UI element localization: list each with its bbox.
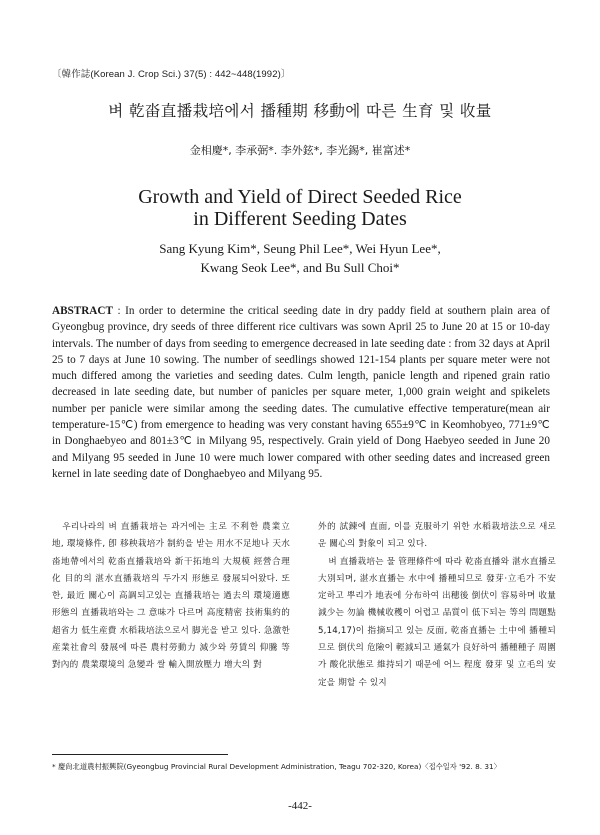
abstract-label: ABSTRACT <box>52 305 113 317</box>
body-paragraph: 벼 直播栽培는 물 管理條件에 따라 乾畓直播와 湛水直播로 大別되며, 湛水直播는 水中에 播種되므로 發芽·立毛가 不安定하고 뿌리가 地表에 分布하여 出穗後 倒伏이 容易하며 收量減少는 勿論 機械收穫이 어렵고 品質이 低下되는 等의 問題點5,14,17)이 指摘되고 있는 反面, 乾畓直播는 土中에 播種되므로 倒伏의 危險이 輕減되고 通氣가 良好하여 播種種子 周圍가 酸化狀態로 維持되기 때문에 어느 程度 發芽 및 立毛의 安定을 期할 수 있지 <box>318 556 556 688</box>
body-paragraph: 우리나라의 벼 直播栽培는 과거에는 主로 不利한 農業立地, 環境條件, 卽 移秧栽培가 制約을 받는 用水不足地나 天水畓地帶에서의 乾畓直播栽培와 新干拓地의 大規模 經營合理化 目的의 湛水直播栽培의 두가지 形態로 發展되어왔다. 또한, 最近 關心이 高調되고있는 直播栽培는 過去의 環境適應形態의 直播栽培와는 그 意味가 다르며 高度精密 技術集約的 超省力 低生産費 水稻栽培法으로서 脚光을 받고 있다. 急激한 産業社會의 發展에 따른 農村勞動力 減少와 勞賃의 仰騰 等 對內的 農業環境의 急變과 쌀 輸入開放壓力 增大의 對 <box>52 522 290 671</box>
english-title <box>0 186 600 230</box>
abstract-text: : In order to determine the critical seeding date in dry paddy field at southern plain area of Gyeongbug province, dry seeds of three different rice cultivars was sown April 25 to June 20 at 15 or 10-day intervals. The number of days from seeding to emergence decreased in late seeding date : from 32 days at April 25 to 7 days at June 10 sowing. The number of seedlings showed 121-154 plants per square meter were not much differed among the varieties and seeding dates. Culm length, panicle length and ripened grain ratio decreased in late seeding date, but number of panicles per square meter, 1,000 grain weight and spikelets number per panicle were similar among the seeding dates. The cumulative effective temperature(mean air temperature-15℃) from emergence to heading was very constant having 655±9℃ in Keomhobyeo, 771±9℃ in Donghaebyeo and 801±3℃ in Milyang 95, respectively. Grain yield of Dong Haebyeo seeded in June 20 and Milyang 95 seeded in June 10 were much lower compared with other seeding dates and increased green kernel in late seeding date of Donghaebyeo and Milyang 95. <box>52 305 550 480</box>
body-paragraph: 外的 試鍊에 直面, 이를 克服하기 위한 水稻栽培法으로 새로운 關心의 對象이 되고 있다. <box>318 522 556 550</box>
body-left-column <box>52 519 290 675</box>
english-authors-line2: Kwang Seok Lee*, and Bu Sull Choi* <box>200 260 400 275</box>
journal-citation: 〔韓作誌(Korean J. Crop Sci.) 37(5) : 442~448(1992)〕 <box>52 69 291 80</box>
body-right-column <box>318 519 556 692</box>
affiliation-footnote: * 慶尙北道農村振興院(Gyeongbug Provincial Rural Development Administration, Teagu 702-320, Korea)〈접수일자 '92. 8. 31〉 <box>52 762 501 771</box>
english-title-line2: in Different Seeding Dates <box>193 208 407 230</box>
english-authors-line1: Sang Kyung Kim*, Seung Phil Lee*, Wei Hyun Lee*, <box>159 241 441 256</box>
korean-title: 벼 乾畓直播栽培에서 播種期 移動에 따른 生育 및 收量 <box>108 102 492 120</box>
page-number: -442- <box>288 800 312 812</box>
footnote-divider <box>52 754 228 755</box>
abstract <box>52 303 550 482</box>
english-authors <box>0 239 600 277</box>
english-title-line1: Growth and Yield of Direct Seeded Rice <box>138 186 462 208</box>
korean-authors: 金相慶*, 李承弼*. 李外鉉*, 李光錫*, 崔富述* <box>189 144 411 157</box>
